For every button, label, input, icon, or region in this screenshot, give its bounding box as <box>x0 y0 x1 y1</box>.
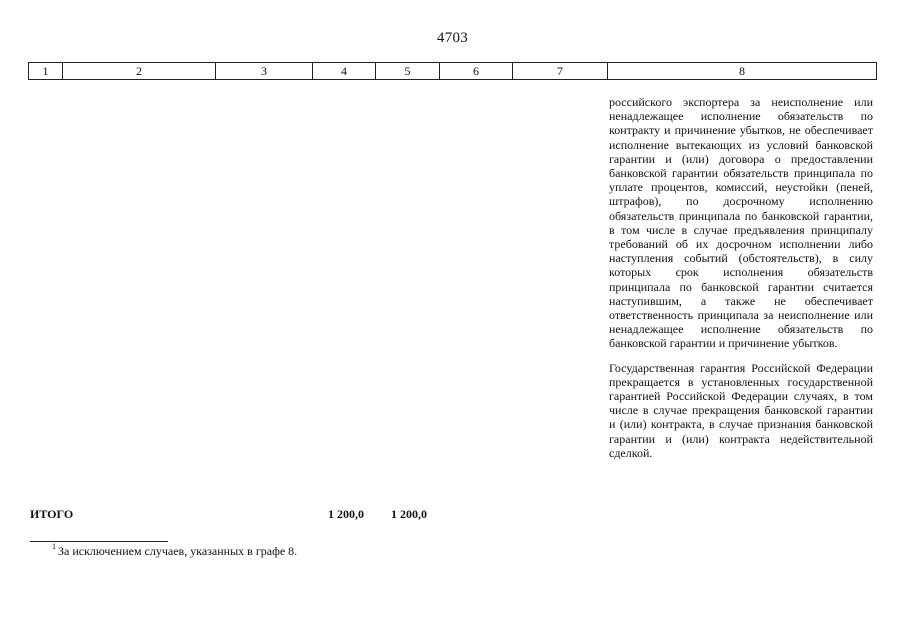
footnote-divider <box>30 541 168 542</box>
column-number-5: 5 <box>376 63 440 80</box>
column-number-1: 1 <box>29 63 63 80</box>
header-row <box>29 63 877 80</box>
footnote-text: За исключением случаев, указанных в графе 8. <box>58 544 298 558</box>
footnote <box>52 544 297 559</box>
total-column-4: 1 200,0 <box>328 507 364 521</box>
column-number-2: 2 <box>63 63 216 80</box>
column-8-paragraph-1: российского экспортера за неисполнение или ненадлежащее исполнение обязательств по контракту и причинение убытков, не обеспечивает исполнение вытекающих из условий банковской гарантии и (или) договора о предоставлении банковской гарантии обязательств принципала по уплате процентов, комиссий, неустойки (пеней, штрафов), по досрочному исполнению обязательств принципала по банковской гарантии, в том числе в случае предъявления принципалу требований об их досрочном исполнении либо наступления событий (обстоятельств), в силу которых срок исполнения обязательств принципала по банковской гарантии считается наступившим, а также не обеспечивает ответственность принципала за неисполнение или ненадлежащее исполнение обязательств по банковской гарантии и причинение убытков. <box>609 95 873 351</box>
column-number-7: 7 <box>513 63 608 80</box>
column-number-6: 6 <box>440 63 513 80</box>
column-number-8: 8 <box>608 63 877 80</box>
total-label: ИТОГО <box>30 507 74 521</box>
column-number-3: 3 <box>216 63 313 80</box>
footnote-marker: 1 <box>52 542 56 551</box>
column-8-paragraph-2: Государственная гарантия Российской Федерации прекращается в установленных государственной гарантией Российской Федерации случаях, в том числе в случае прекращения банковской гарантии и (или) контракта, в случае признания банковской гарантии и (или) контракта недействительной сделкой. <box>609 360 873 460</box>
total-column-5: 1 200,0 <box>391 507 427 521</box>
page-number: 4703 <box>436 30 469 46</box>
column-number-header <box>28 62 877 80</box>
column-8-text <box>609 95 873 470</box>
column-number-4: 4 <box>313 63 376 80</box>
